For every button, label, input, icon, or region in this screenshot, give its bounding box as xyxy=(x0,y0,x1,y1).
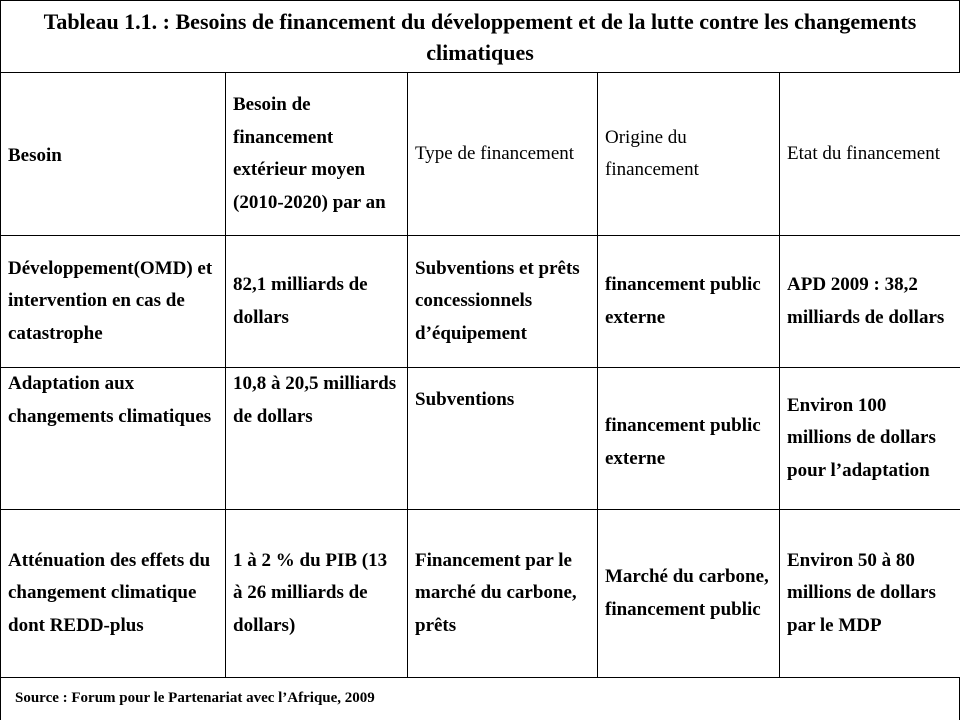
header-besoin: Besoin xyxy=(1,73,226,236)
cell-type: Subventions et prêts concessionnels d’équipement xyxy=(408,236,598,368)
cell-origine: financement public externe xyxy=(598,236,780,368)
cell-besoin: Développement(OMD) et intervention en cas de catastrophe xyxy=(1,236,226,368)
table-title: Tableau 1.1. : Besoins de financement du développement et de la lutte contre les changements climatiques xyxy=(0,0,960,72)
cell-etat: APD 2009 : 38,2 milliards de dollars xyxy=(780,236,960,368)
header-etat-financement: Etat du financement xyxy=(780,73,960,236)
financing-table xyxy=(0,72,960,678)
header-besoin-financement: Besoin de financement extérieur moyen (2010-2020) par an xyxy=(226,73,408,236)
cell-besoin: Adaptation aux changements climatiques xyxy=(1,368,226,510)
table-row xyxy=(1,510,960,678)
cell-etat: Environ 50 à 80 millions de dollars par le MDP xyxy=(780,510,960,678)
cell-origine: Marché du carbone, financement public xyxy=(598,510,780,678)
cell-etat: Environ 100 millions de dollars pour l’adaptation xyxy=(780,368,960,510)
table-header-row xyxy=(1,73,960,236)
source-note: Source : Forum pour le Partenariat avec l’Afrique, 2009 xyxy=(0,677,960,720)
header-type-financement: Type de financement xyxy=(408,73,598,236)
cell-montant: 10,8 à 20,5 milliards de dollars xyxy=(226,368,408,510)
cell-type: Subventions xyxy=(408,368,598,510)
cell-origine: financement public externe xyxy=(598,368,780,510)
cell-montant: 82,1 milliards de dollars xyxy=(226,236,408,368)
table-row xyxy=(1,368,960,510)
cell-type: Financement par le marché du carbone, prêts xyxy=(408,510,598,678)
header-origine-financement: Origine du financement xyxy=(598,73,780,236)
cell-besoin: Atténuation des effets du changement climatique dont REDD-plus xyxy=(1,510,226,678)
table-row xyxy=(1,236,960,368)
cell-montant: 1 à 2 % du PIB (13 à 26 milliards de dollars) xyxy=(226,510,408,678)
